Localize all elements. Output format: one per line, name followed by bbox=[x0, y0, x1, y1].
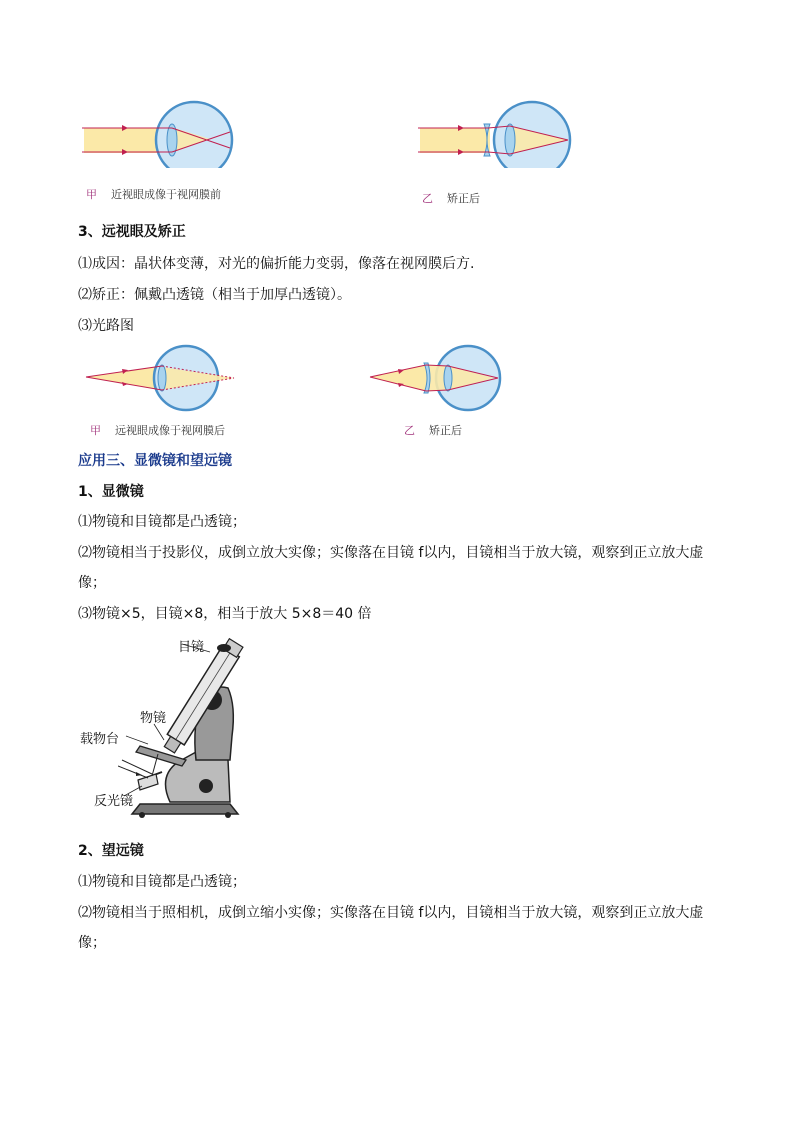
hyperopia-correction: ⑵矫正：佩戴凸透镜（相当于加厚凸透镜）。 bbox=[78, 287, 351, 303]
figure-mark: 甲 bbox=[86, 188, 97, 201]
hyperopia-after-caption bbox=[404, 422, 462, 438]
microscope-item2-line1: ⑵物镜相当于投影仪，成倒立放大实像；实像落在目镜 f以内，目镜相当于放大镜，观察到正立放大虚 bbox=[78, 545, 704, 561]
myopia-before-diagram bbox=[82, 88, 252, 168]
label-objective: 物镜 bbox=[140, 711, 167, 726]
hyperopia-heading: 3、远视眼及矫正 bbox=[78, 224, 186, 240]
figure-mark: 乙 bbox=[404, 424, 415, 437]
label-mirror: 反光镜 bbox=[94, 794, 134, 809]
figure-mark: 乙 bbox=[422, 192, 433, 205]
caption-text: 矫正后 bbox=[429, 424, 462, 437]
label-stage: 载物台 bbox=[80, 732, 120, 747]
hyperopia-cause: ⑴成因：晶状体变薄，对光的偏折能力变弱，像落在视网膜后方. bbox=[78, 256, 475, 272]
telescope-item1: ⑴物镜和目镜都是凸透镜； bbox=[78, 874, 246, 890]
hyperopia-diagram-label: ⑶光路图 bbox=[78, 318, 134, 334]
myopia-before-caption bbox=[86, 186, 221, 202]
figure-mark: 甲 bbox=[90, 424, 101, 437]
microscope-heading: 1、显微镜 bbox=[78, 484, 144, 500]
telescope-heading: 2、望远镜 bbox=[78, 843, 144, 859]
caption-text: 远视眼成像于视网膜后 bbox=[115, 424, 225, 437]
microscope-illustration bbox=[118, 636, 248, 818]
hyperopia-before-diagram bbox=[84, 340, 244, 416]
microscope-item2-line2: 像； bbox=[78, 575, 106, 591]
application3-heading: 应用三、显微镜和望远镜 bbox=[78, 453, 232, 469]
caption-text: 近视眼成像于视网膜前 bbox=[111, 188, 221, 201]
hyperopia-after-diagram bbox=[368, 340, 528, 416]
caption-text: 矫正后 bbox=[447, 192, 480, 205]
microscope-item3: ⑶物镜×5，目镜×8，相当于放大 5×8＝40 倍 bbox=[78, 606, 372, 622]
myopia-after-caption bbox=[422, 190, 480, 206]
microscope-item1: ⑴物镜和目镜都是凸透镜； bbox=[78, 514, 246, 530]
telescope-item2-line2: 像； bbox=[78, 935, 106, 951]
hyperopia-before-caption bbox=[90, 422, 225, 438]
telescope-item2-line1: ⑵物镜相当于照相机，成倒立缩小实像；实像落在目镜 f以内，目镜相当于放大镜，观察到正立放大虚 bbox=[78, 905, 704, 921]
label-eyepiece: 目镜 bbox=[178, 640, 205, 655]
myopia-after-diagram bbox=[418, 88, 588, 168]
